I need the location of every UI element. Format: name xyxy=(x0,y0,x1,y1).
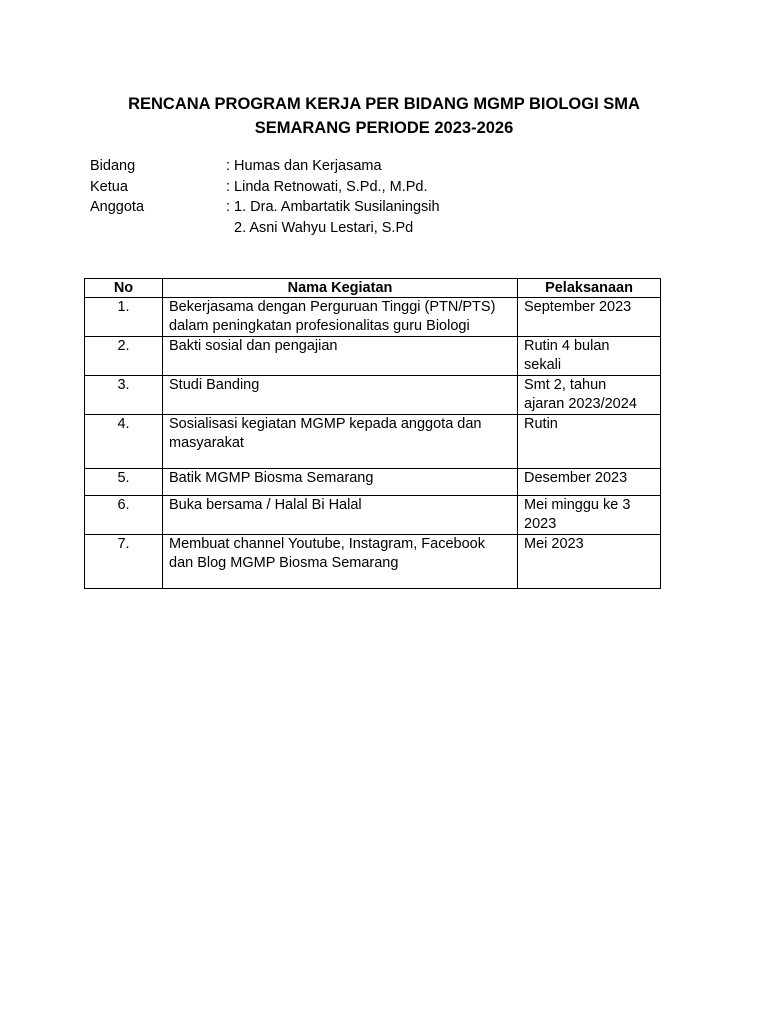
table-row xyxy=(85,376,661,415)
schedule-line: Desember 2023 xyxy=(524,470,628,486)
row-activity xyxy=(163,535,518,589)
row-number: 7. xyxy=(85,535,163,589)
activity-line: Sosialisasi kegiatan MGMP kepada anggota dan xyxy=(169,416,482,432)
table-row xyxy=(85,535,661,589)
meta-row-ketua xyxy=(90,177,440,198)
row-number: 2. xyxy=(85,337,163,376)
activity-line: Studi Banding xyxy=(169,377,260,393)
activity-line: Batik MGMP Biosma Semarang xyxy=(169,470,374,486)
row-schedule xyxy=(518,535,661,589)
title-line-2: SEMARANG PERIODE 2023-2026 xyxy=(254,119,514,137)
header-no: No xyxy=(85,279,163,298)
table-row xyxy=(85,298,661,337)
document-title xyxy=(84,92,684,140)
row-schedule xyxy=(518,415,661,469)
activity-line: Buka bersama / Halal Bi Halal xyxy=(169,497,362,513)
header-pelaksanaan: Pelaksanaan xyxy=(518,279,661,298)
table-row xyxy=(85,415,661,469)
row-number: 3. xyxy=(85,376,163,415)
schedule-line: Rutin xyxy=(524,416,558,432)
row-activity xyxy=(163,298,518,337)
table-row xyxy=(85,337,661,376)
meta-row-anggota xyxy=(90,197,440,218)
activity-line: Bakti sosial dan pengajian xyxy=(169,338,338,354)
meta-row-bidang xyxy=(90,156,440,177)
table-header-row xyxy=(85,279,661,298)
row-number: 6. xyxy=(85,496,163,535)
schedule-line: September 2023 xyxy=(524,299,632,315)
schedule-line: Rutin 4 bulan xyxy=(524,338,610,354)
row-activity xyxy=(163,496,518,535)
activity-table xyxy=(84,278,661,589)
title-line-1: RENCANA PROGRAM KERJA PER BIDANG MGMP BIOLOGI SMA xyxy=(128,95,640,113)
row-number: 1. xyxy=(85,298,163,337)
schedule-line: Mei minggu ke 3 xyxy=(524,497,631,513)
row-number: 5. xyxy=(85,469,163,496)
ketua-label: Ketua xyxy=(90,178,128,195)
activity-line: dan Blog MGMP Biosma Semarang xyxy=(169,555,399,571)
activity-line: Membuat channel Youtube, Instagram, Facebook xyxy=(169,536,485,552)
bidang-label: Bidang xyxy=(90,158,136,174)
bidang-value: : Humas dan Kerjasama xyxy=(226,158,382,174)
row-activity xyxy=(163,415,518,469)
schedule-line: ajaran 2023/2024 xyxy=(524,396,637,412)
activity-line: dalam peningkatan profesionalitas guru Biologi xyxy=(169,318,470,334)
row-schedule xyxy=(518,496,661,535)
activity-line: Bekerjasama dengan Perguruan Tinggi (PTN/PTS) xyxy=(169,299,496,315)
table-row xyxy=(85,469,661,496)
row-activity xyxy=(163,376,518,415)
row-schedule xyxy=(518,298,661,337)
anggota-value-2: 2. Asni Wahyu Lestari, S.Pd xyxy=(234,219,414,236)
row-schedule xyxy=(518,337,661,376)
anggota-label: Anggota xyxy=(90,199,145,215)
ketua-value: : Linda Retnowati, S.Pd., M.Pd. xyxy=(226,178,428,195)
row-number: 4. xyxy=(85,415,163,469)
row-schedule xyxy=(518,469,661,496)
header-nama-kegiatan: Nama Kegiatan xyxy=(163,279,518,298)
schedule-line: 2023 xyxy=(524,516,557,532)
schedule-line: Mei 2023 xyxy=(524,536,584,552)
table-row xyxy=(85,496,661,535)
row-activity xyxy=(163,469,518,496)
meta-block xyxy=(90,156,440,238)
row-activity xyxy=(163,337,518,376)
activity-line: masyarakat xyxy=(169,435,244,451)
schedule-line: Smt 2, tahun xyxy=(524,377,607,393)
schedule-line: sekali xyxy=(524,357,562,373)
row-schedule xyxy=(518,376,661,415)
anggota-value-1: : 1. Dra. Ambartatik Susilaningsih xyxy=(226,199,440,215)
